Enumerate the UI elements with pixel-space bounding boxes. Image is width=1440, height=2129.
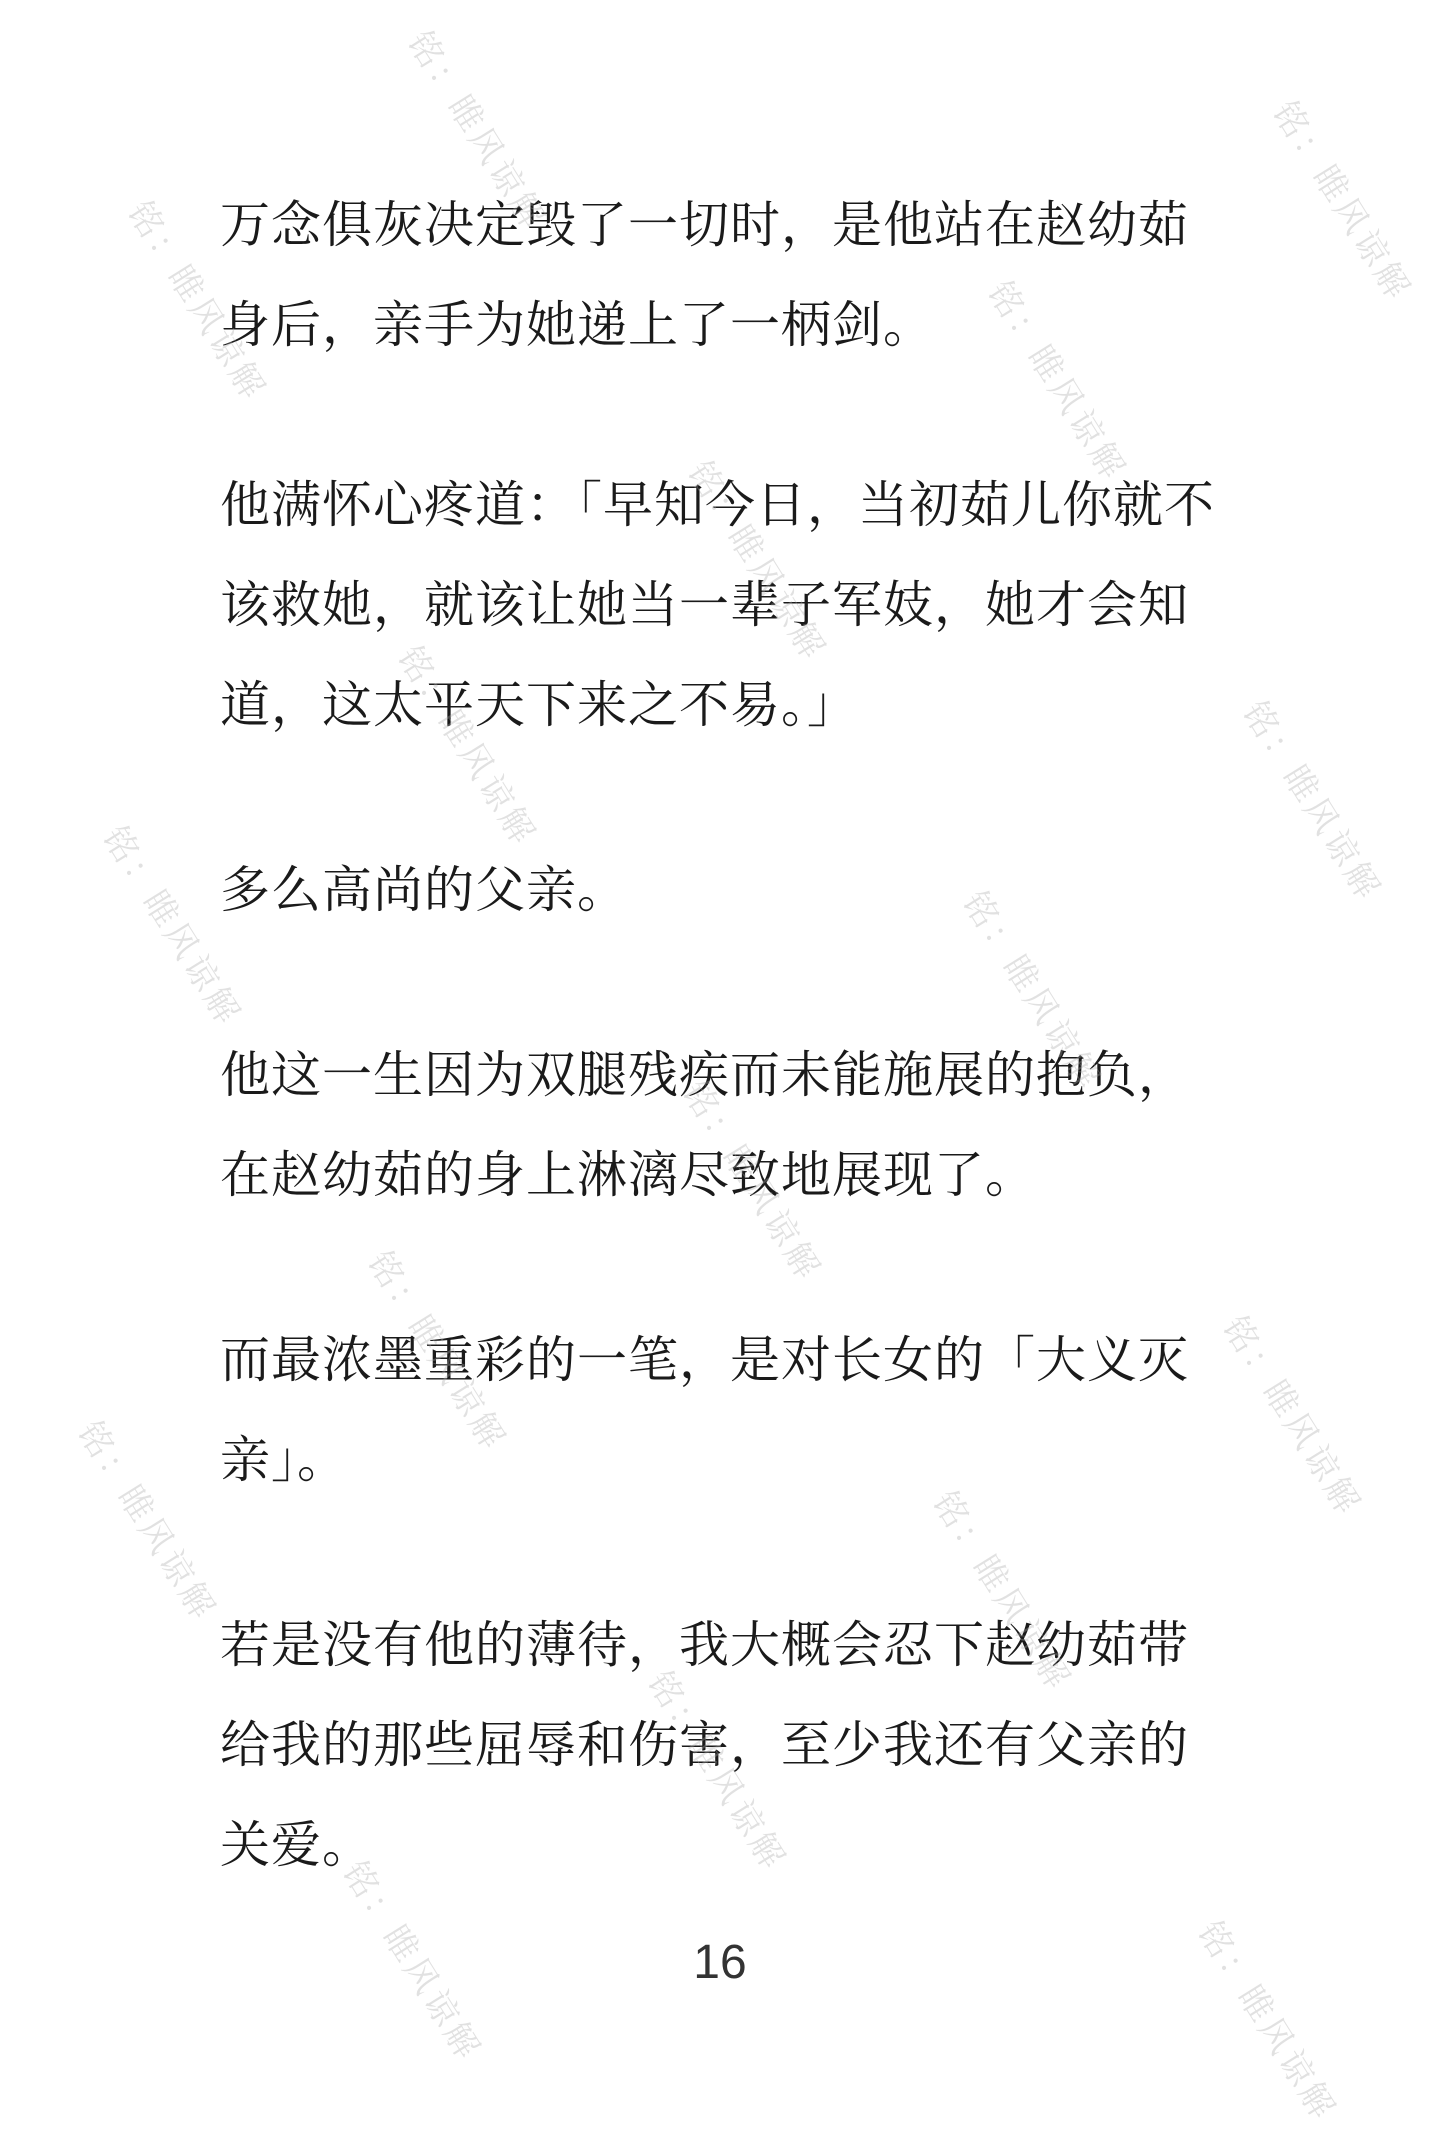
watermark: 铭：睢风谅解 [389, 639, 545, 854]
watermark: 铭：睢风谅解 [674, 1074, 830, 1289]
paragraph-2: 他满怀心疼道：「早知今日，当初茹儿你就不 该救她，就该让她当一辈子军妓，她才会知 道，这太平天下来之不易。」 [220, 476, 1215, 734]
paragraph-4: 他这一生因为双腿残疾而未能施展的抱负， 在赵幼茹的身上淋漓尽致地展现了。 [220, 1046, 1189, 1204]
watermark: 铭：睢风谅解 [924, 1484, 1080, 1699]
paragraph-5: 而最浓墨重彩的一笔，是对长女的「大义灭 亲」。 [220, 1331, 1189, 1489]
watermark: 铭：睢风谅解 [359, 1244, 515, 1459]
watermark: 铭：睢风谅解 [94, 819, 250, 1034]
watermark: 铭：睢风谅解 [979, 274, 1135, 489]
watermark: 铭：睢风谅解 [954, 884, 1110, 1099]
paragraph-6: 若是没有他的薄待，我大概会忍下赵幼茹带 给我的那些屈辱和伤害，至少我还有父亲的 关爱。 [220, 1616, 1189, 1874]
watermark: 铭：睢风谅解 [1234, 694, 1390, 909]
watermark: 铭：睢风谅解 [1214, 1309, 1370, 1524]
paragraph-3: 多么高尚的父亲。 [220, 861, 628, 919]
watermark: 铭：睢风谅解 [69, 1414, 225, 1629]
watermark: 铭：睢风谅解 [1189, 1914, 1345, 2129]
paragraph-1: 万念俱灰决定毁了一切时，是他站在赵幼茹 身后，亲手为她递上了一柄剑。 [220, 196, 1189, 354]
watermark: 铭：睢风谅解 [679, 454, 835, 669]
watermark: 铭：睢风谅解 [399, 24, 555, 239]
page-number: 16 [693, 1936, 747, 1989]
watermark: 铭：睢风谅解 [1264, 94, 1420, 309]
watermark: 铭：睢风谅解 [334, 1854, 490, 2069]
watermark: 铭：睢风谅解 [119, 194, 275, 409]
watermark: 铭：睢风谅解 [639, 1664, 795, 1879]
